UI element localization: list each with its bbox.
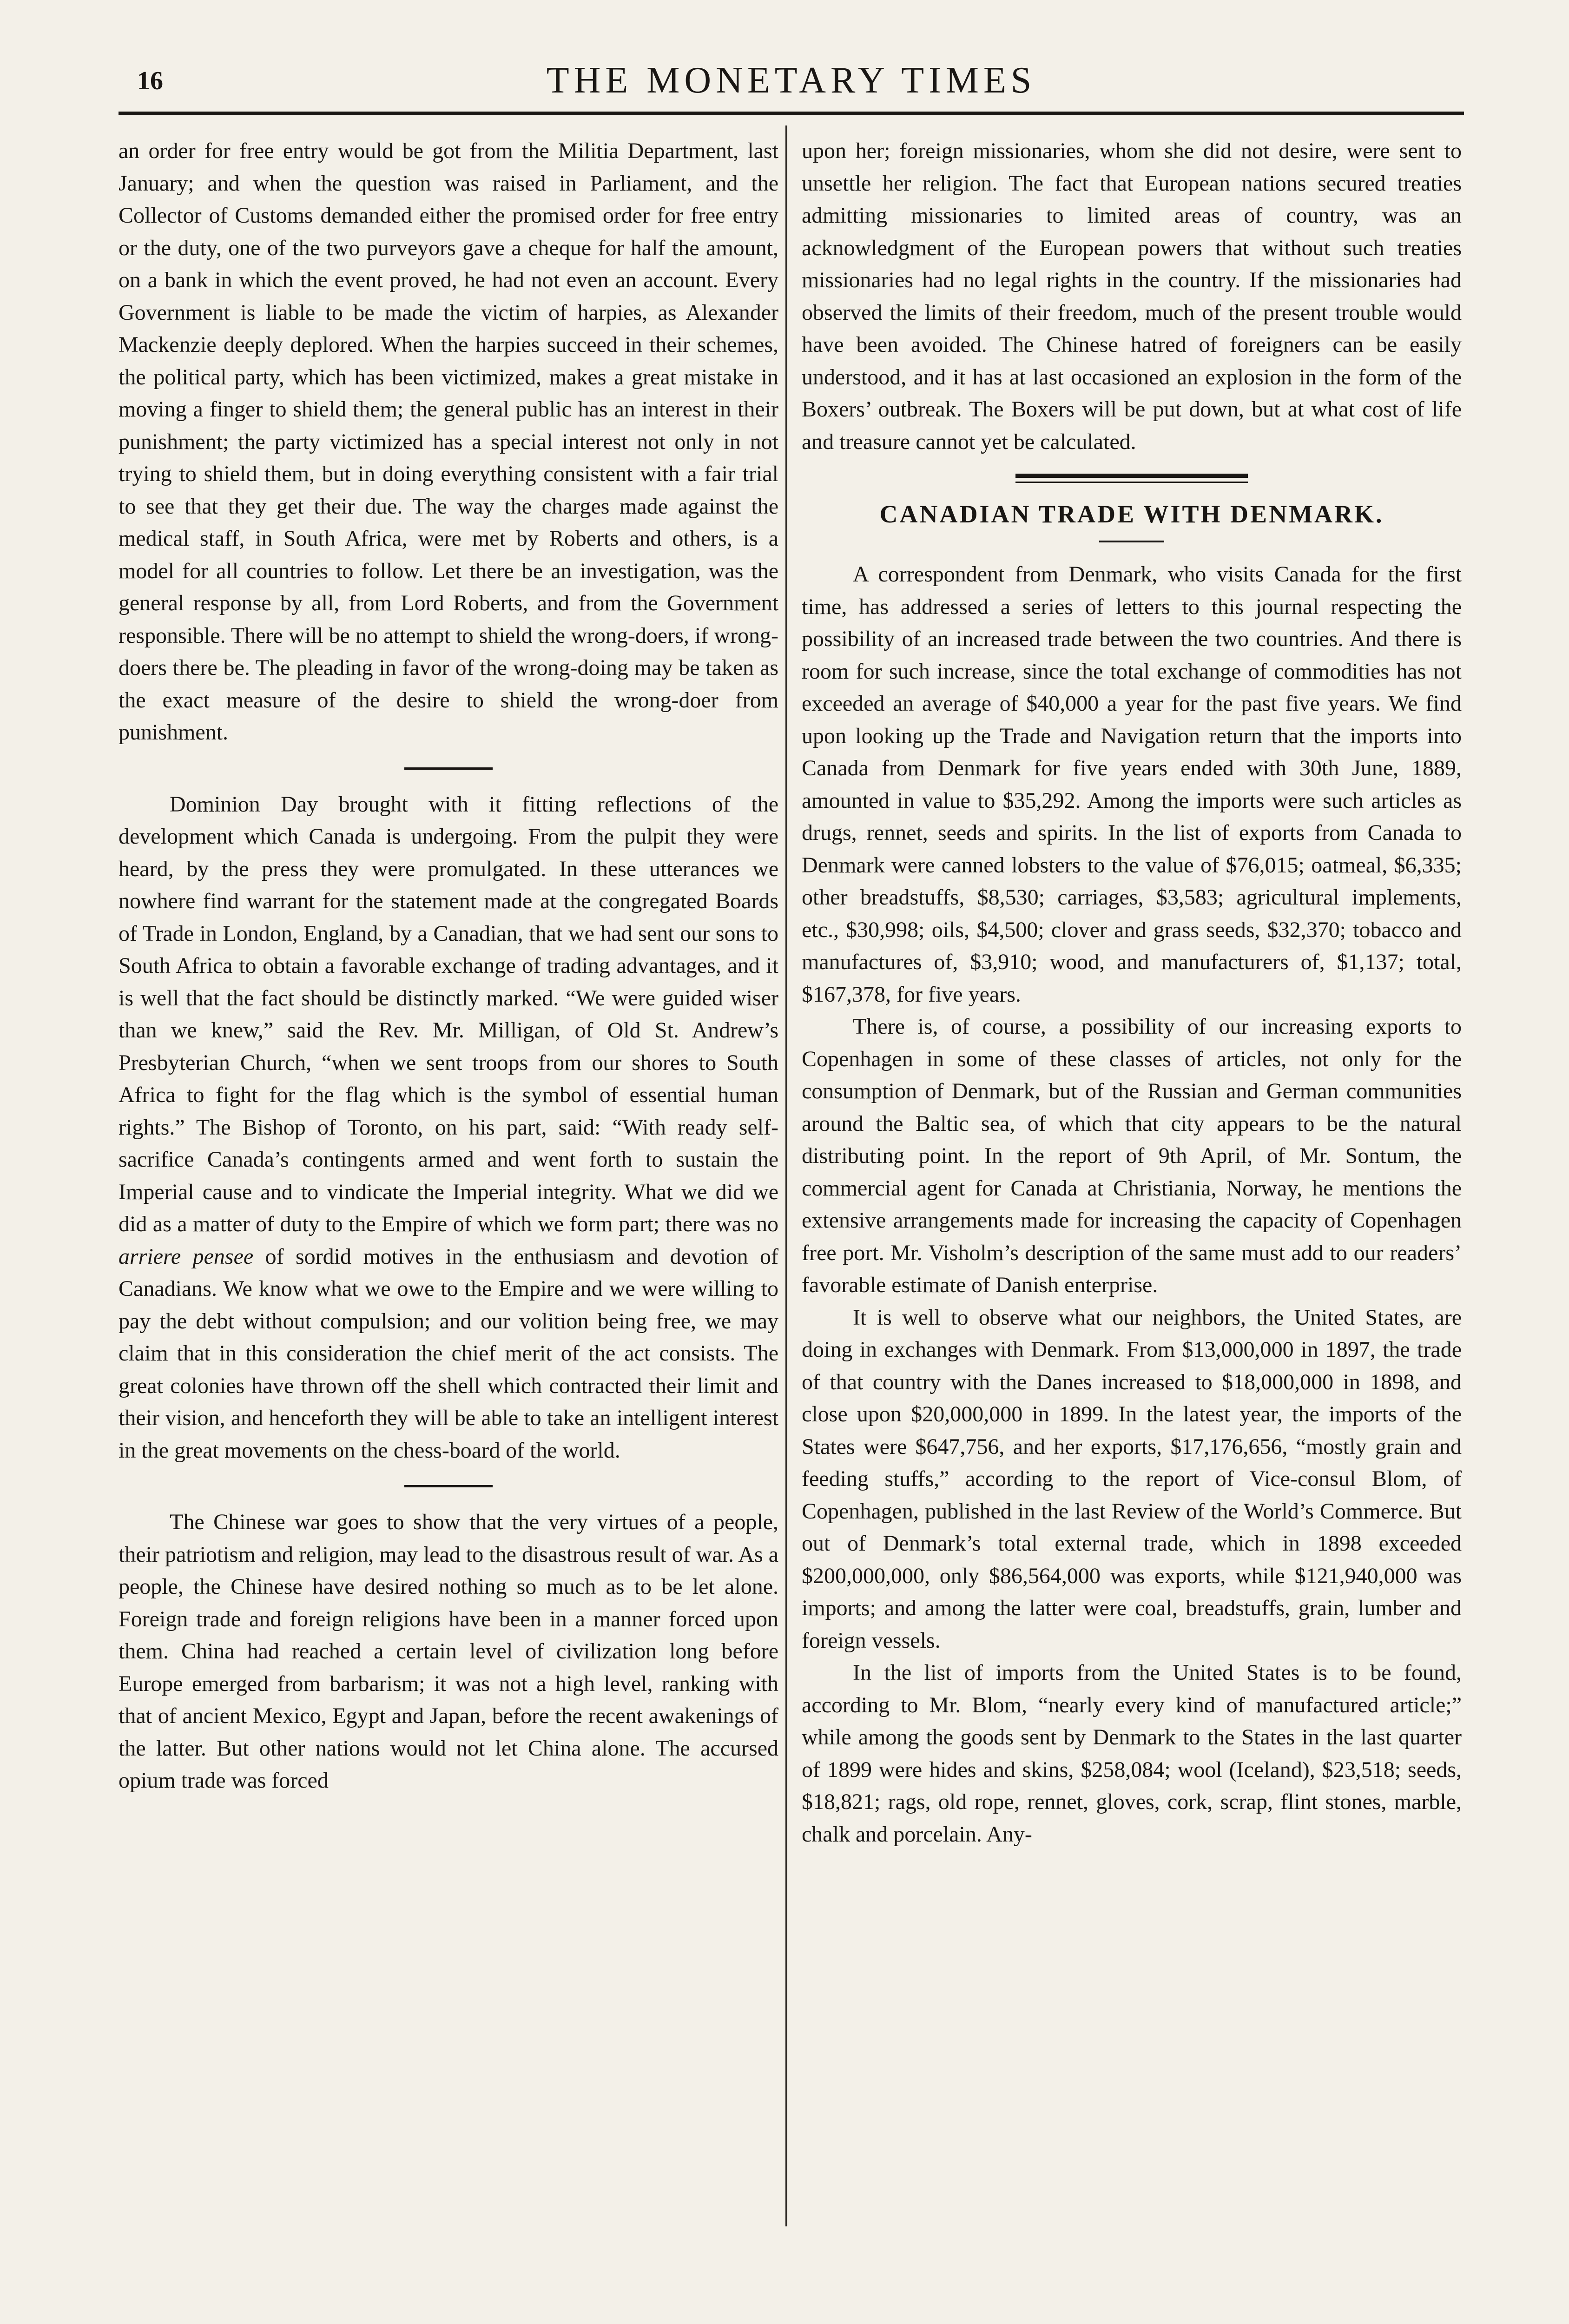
header-rule bbox=[119, 112, 1464, 115]
left-paragraph-1: an order for free entry would be got from the Militia Department, last January; and when the question was raised in Parliament, and the Collector of Customs demanded either the promised order for free entry or the duty, one of the two purveyors gave a cheque for half the amount, on a bank in which the event proved, he had not even an account. Every Government is liable to be made the victim of harpies, as Alexander Mackenzie deeply deplored. When the harpies succeed in their schemes, the political party, which has been victimized, makes a great mistake in moving a finger to shield them; the general public has an interest in their punishment; the party victimized has a special interest not only in not trying to shield them, but in doing everything consistent with a fair trial to see that they get their due. The way the charges made against the medical staff, in South Africa, were met by Roberts and others, is a model for all countries to follow. Let there be an investigation, was the general response by all, from Lord Roberts, and from the Government responsible. There will be no attempt to shield the wrong-doers, if wrong-doers there be. The pleading in favor of the wrong-doing may be taken as the exact measure of the desire to shield the wrong-doer from punishment. bbox=[119, 139, 778, 745]
section-title: CANADIAN TRADE WITH DENMARK. bbox=[879, 500, 1384, 528]
left-paragraph-3: The Chinese war goes to show that the very virtues of a people, their patriotism and religion, may lead to the disastrous result of war. As a people, the Chinese have desired nothing so much as to be let alone. Foreign trade and foreign religions have been in a manner forced upon them. China had reached a certain level of civilization long before Europe emerged from barbarism; it was not a high level, ranking with that of ancient Mexico, Egypt and Japan, before the recent awakenings of the latter. But other nations would not let China alone. The accursed opium trade was forced bbox=[119, 1510, 778, 1793]
separator-rule bbox=[404, 767, 493, 770]
page-number: 16 bbox=[137, 66, 163, 95]
right-paragraph-1: upon her; foreign missionaries, whom she did not desire, were sent to unsettle her religion. The fact that European nations secured treaties admitting missionaries to limited areas of country, was an acknowledgment of the European powers that without such treaties missionaries had no legal rights in the country. If the missionaries had observed the limits of their freedom, much of the present trouble would have been avoided. The Chinese hatred of foreigners can be easily understood, and it has at last occasioned an explosion in the form of the Boxers’ outbreak. The Boxers will be put down, but at what cost of life and treasure cannot yet be calculated. bbox=[802, 139, 1462, 454]
left-column bbox=[119, 135, 778, 1797]
page-header bbox=[119, 59, 1464, 111]
italic-phrase: arriere pensee bbox=[119, 1244, 254, 1269]
right-paragraph-5: In the list of imports from the United States is to be found, according to Mr. Blom, “nearly every kind of manufactured article;” while among the goods sent by Denmark to the States in the last quarter of 1899 were hides and skins, $258,084; wool (Iceland), $23,518; seeds, $18,821; rags, old rope, rennet, gloves, cork, scrap, flint stones, marble, chalk and porcelain. Any- bbox=[802, 1660, 1462, 1847]
paragraph-text: Dominion Day brought with it fitting reflections of the development which Canada is undergoing. From the pulpit they were heard, by the press they were promulgated. In these utterances we nowhere find warrant for the statement made at the congregated Boards of Trade in London, England, by a Canadian, that we had sent our sons to South Africa to obtain a favorable exchange of trading advantages, and it is well that the fact should be distinctly marked. “We were guided wiser than we knew,” said the Rev. Mr. Milligan, of Old St. Andrew’s Presbyterian Church, “when we sent troops from our shores to South Africa to fight for the flag which is the symbol of essential human rights.” The Bishop of Toronto, on his part, said: “With ready self-sacrifice Canada’s contingents armed and went forth to sustain the Imperial cause and to vindicate the Imperial integrity. What we did we did as a matter of duty to the Empire of which we form part; there was no bbox=[119, 792, 778, 1236]
thick-rule bbox=[1015, 474, 1248, 478]
title-underline bbox=[1099, 541, 1164, 542]
section-rule bbox=[1015, 474, 1248, 483]
journal-title: THE MONETARY TIMES bbox=[546, 60, 1036, 101]
left-paragraph-2 bbox=[119, 788, 778, 1467]
right-paragraph-3: There is, of course, a possibility of our increasing exports to Copenhagen in some of these classes of articles, not only for the consumption of Denmark, but of the Russian and German communities around the Baltic sea, of which that city appears to be the natural distributing point. In the report of 9th April, of Mr. Sontum, the commercial agent for Canada at Christiania, Norway, he mentions the extensive arrangements made for increasing the capacity of Copenhagen free port. Mr. Visholm’s description of the same must add to our readers’ favorable estimate of Danish enterprise. bbox=[802, 1014, 1462, 1297]
right-paragraph-2: A correspondent from Denmark, who visits Canada for the first time, has addressed a series of letters to this journal respecting the possibility of an increased trade between the two countries. And there is room for such increase, since the total exchange of commodities has not exceeded an average of $40,000 a year for the past five years. We find upon looking up the Trade and Navigation return that the imports into Canada from Denmark for five years ended with 30th June, 1889, amounted in value to $35,292. Among the imports were such articles as drugs, rennet, seeds and spirits. In the list of exports from Canada to Denmark were canned lobsters to the value of $76,015; oatmeal, $6,335; other breadstuffs, $8,530; carriages, $3,583; agricultural implements, etc., $30,998; oils, $4,500; clover and grass seeds, $32,370; tobacco and manufactures of, $3,910; wood, and manufacturers of, $1,137; total, $167,378, for five years. bbox=[802, 562, 1462, 1007]
column-divider bbox=[785, 125, 787, 2226]
right-column bbox=[802, 135, 1462, 1850]
right-paragraph-4: It is well to observe what our neighbors, the United States, are doing in exchanges with Denmark. From $13,000,000 in 1897, the trade of that country with the Danes increased to $18,000,000 in 1898, and close upon $20,000,000 in 1899. In the latest year, the imports of the States were $647,756, and her exports, $17,176,656, “mostly grain and feeding stuffs,” according to the report of Vice-consul Blom, of Copenhagen, published in the last Review of the World’s Commerce. But out of Denmark’s total external trade, which in 1898 exceeded $200,000,000, only $86,564,000 was exports, while $121,940,000 was imports; and among the latter were coal, breadstuffs, grain, lumber and foreign vessels. bbox=[802, 1305, 1462, 1653]
paragraph-text: of sordid motives in the enthusiasm and devotion of Canadians. We know what we owe to the Empire and we were willing to pay the debt without compulsion; and our volition being free, we may claim that in this consideration the chief merit of the act consists. The great colonies have thrown off the shell which contracted their limit and their vision, and henceforth they will be able to take an intelligent interest in the great movements on the chess-board of the world. bbox=[119, 1244, 779, 1463]
separator-rule bbox=[404, 1485, 493, 1487]
thin-rule bbox=[1015, 482, 1248, 483]
